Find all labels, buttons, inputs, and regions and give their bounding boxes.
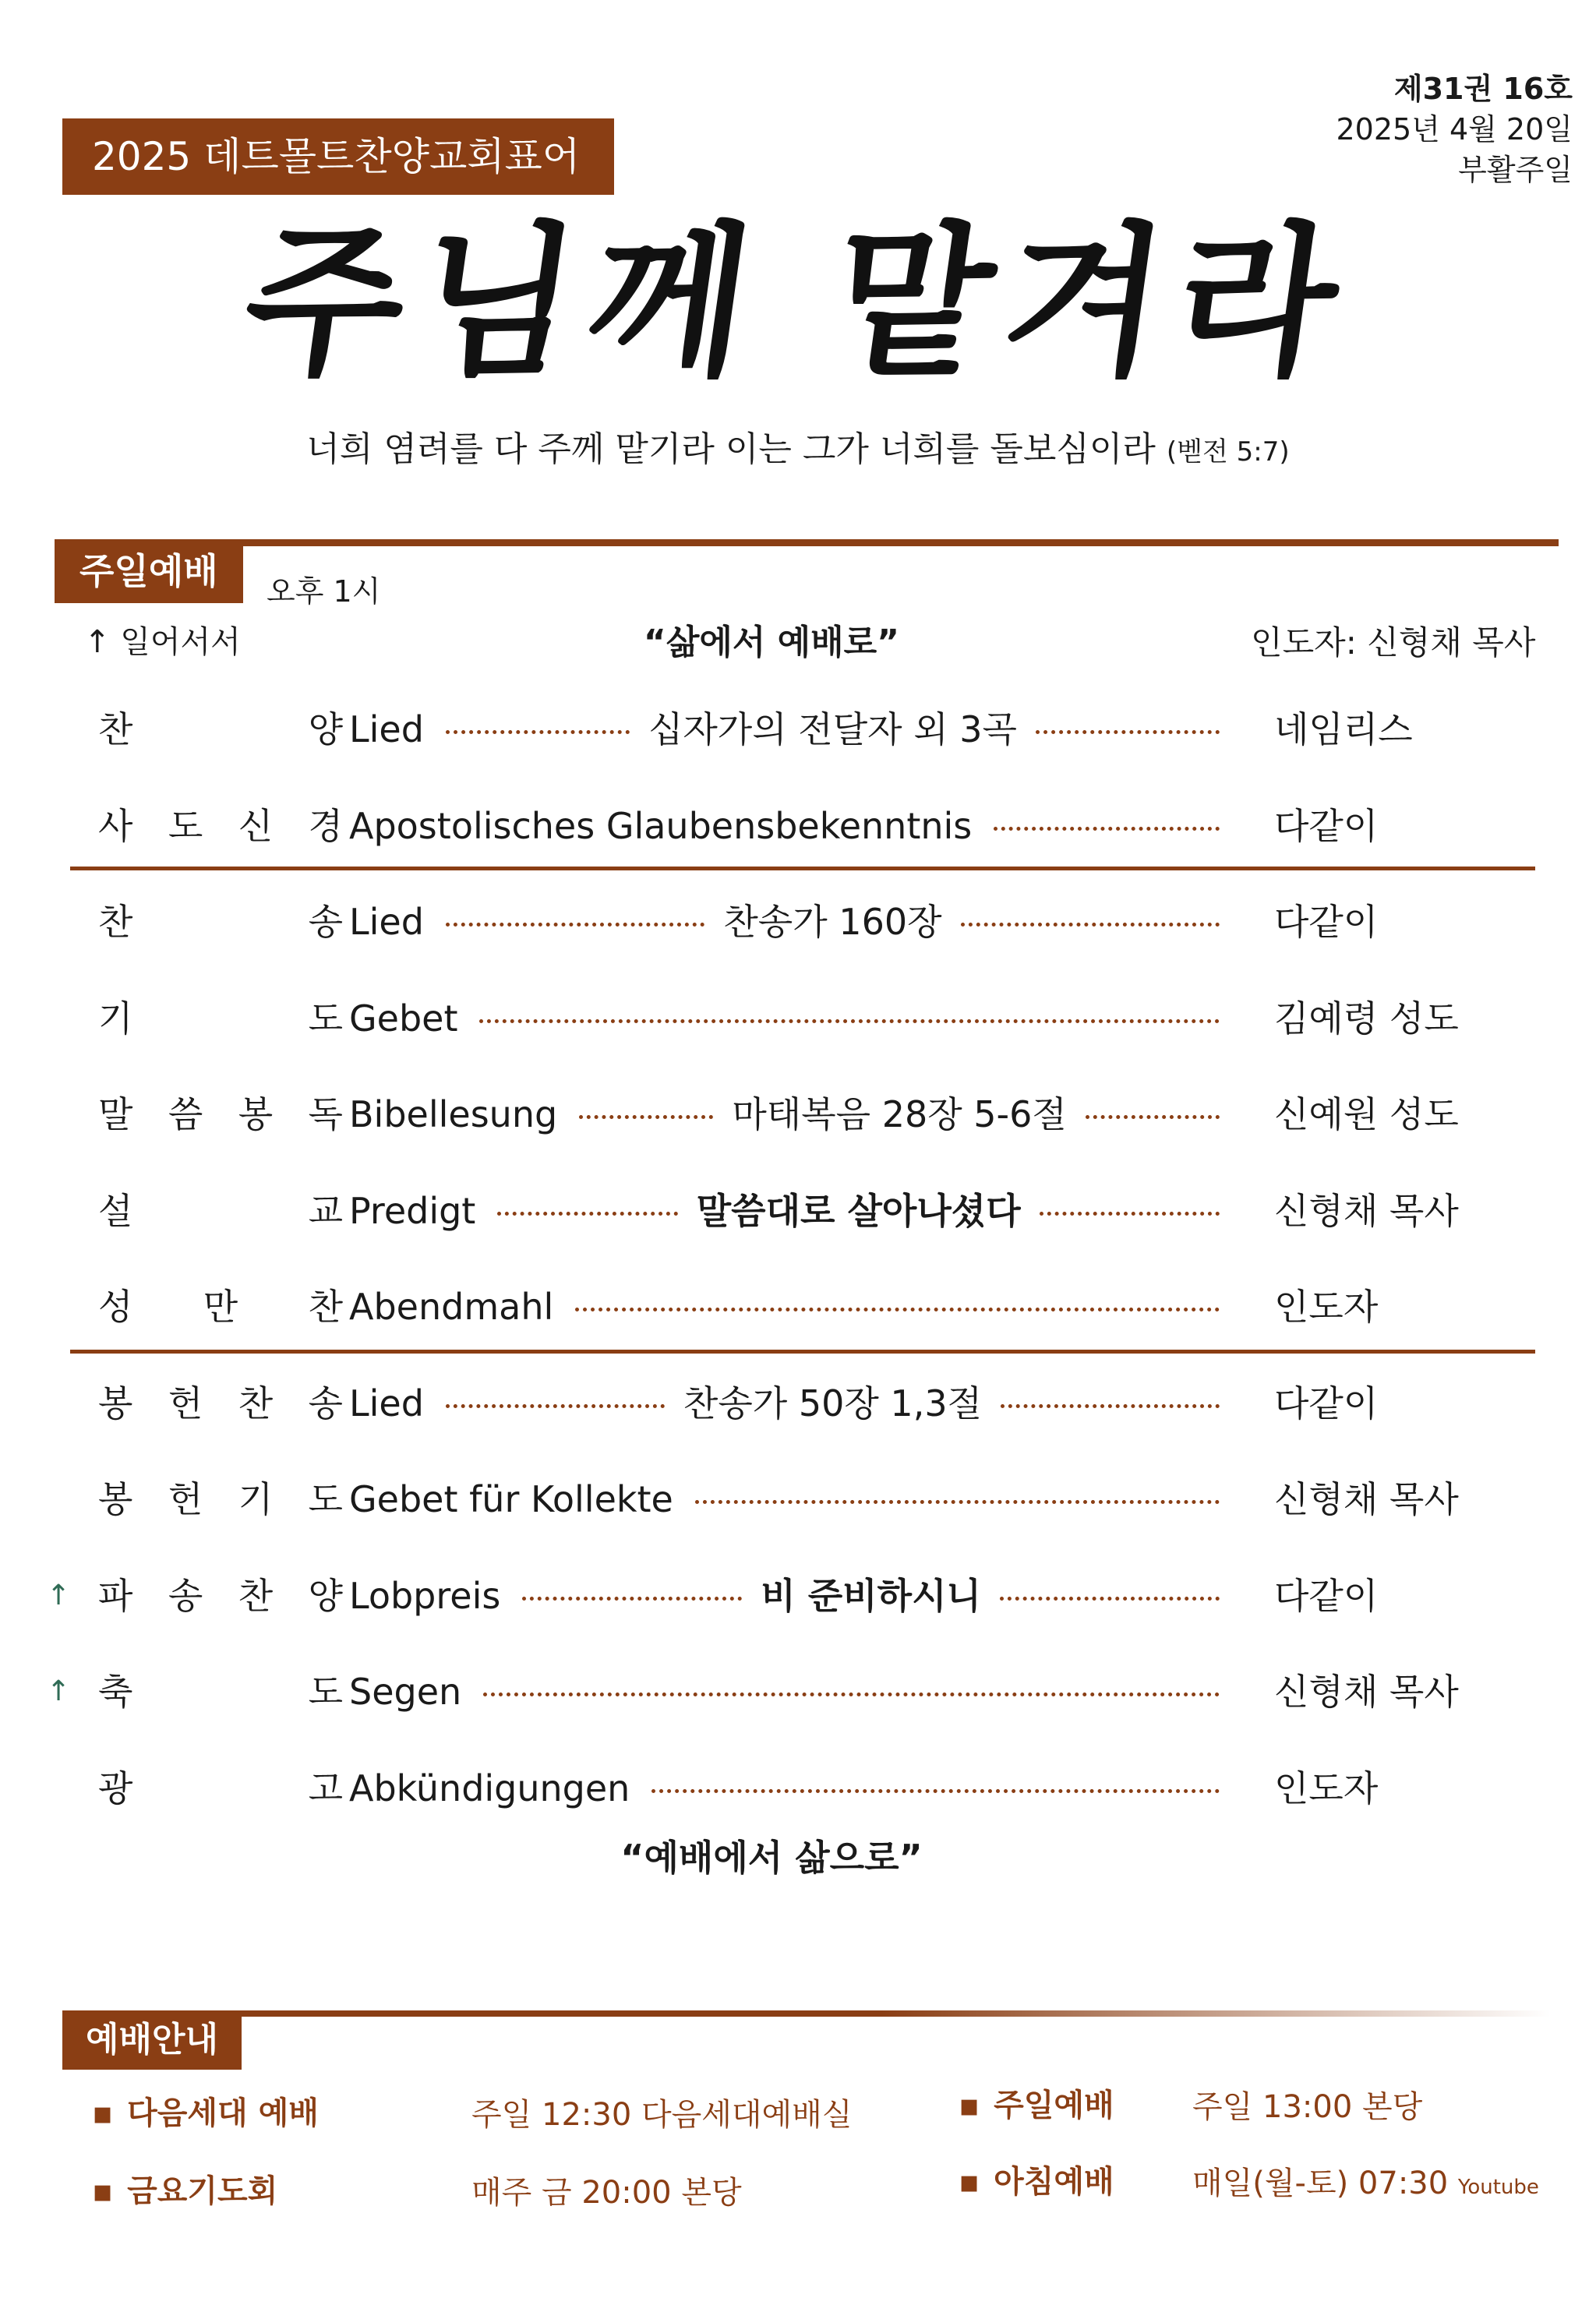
item-korean-name [98, 1645, 343, 1738]
dot-leader [651, 1789, 1220, 1793]
item-korean-name [98, 779, 343, 873]
item-german-name: Abkündigungen [349, 1767, 630, 1809]
item-leader [483, 1645, 1220, 1738]
item-german-name: Gebet für Kollekte [349, 1478, 673, 1520]
dot-leader [1040, 1212, 1220, 1216]
item-korean-char: 축 [98, 1671, 133, 1713]
info-section-tag: 예배안내 [62, 2010, 242, 2070]
dot-leader [446, 1404, 665, 1408]
item-detail: 마태복음 28장 5-6절 [732, 1093, 1067, 1135]
info-section-line [62, 2010, 1551, 2017]
item-german-name: Gebet [349, 997, 458, 1040]
item-korean-char: 독 [308, 1093, 343, 1135]
item-korean-char: 신 [238, 805, 274, 847]
item-performer: 김예령 성도 [1274, 997, 1459, 1040]
item-korean-char: 봉 [98, 1382, 133, 1424]
stand-arrow-icon: ↑ [47, 1675, 71, 1707]
item-korean-name [98, 1164, 343, 1258]
item-korean-char: 찬 [238, 1575, 274, 1617]
item-korean-char: 파 [98, 1575, 133, 1617]
service-item [47, 779, 1551, 873]
service-item [47, 683, 1551, 776]
dot-leader [994, 827, 1220, 831]
service-time: 오후 1시 [267, 574, 381, 609]
item-performer: 다같이 [1274, 805, 1379, 847]
dot-leader [961, 923, 1220, 927]
item-korean-name [98, 1453, 343, 1546]
item-korean-char: 찬 [98, 901, 133, 943]
verse-reference: (벧전 5:7) [1166, 436, 1290, 468]
info-value: 매주 금 20:00 본당 [471, 2175, 742, 2211]
item-leader [479, 972, 1220, 1065]
service-item [47, 1742, 1551, 1835]
item-korean-name [98, 683, 343, 776]
service-item [47, 875, 1551, 969]
item-korean-char: 경 [308, 805, 343, 847]
info-label: ▪ 주일예배 [959, 2081, 1114, 2125]
dot-leader [575, 1308, 1220, 1311]
item-korean-char: 헌 [168, 1382, 203, 1424]
item-detail: 비 준비하시니 [761, 1575, 981, 1617]
closing-motto: “예배에서 삶으로” [620, 1837, 923, 1879]
item-korean-char: 도 [308, 1478, 343, 1520]
item-korean-char: 송 [308, 901, 343, 943]
item-detail: 말씀대로 살아나셨다 [696, 1190, 1021, 1232]
item-korean-char: 찬 [238, 1382, 274, 1424]
item-leader [695, 1453, 1220, 1546]
item-korean-char: 송 [308, 1382, 343, 1424]
item-performer: 인도자 [1274, 1286, 1379, 1328]
item-performer: 인도자 [1274, 1767, 1379, 1809]
info-value: 주일 12:30 다음세대예배실 [471, 2097, 853, 2133]
item-german-name: Lied [349, 708, 424, 750]
service-section-tag: 주일예배 [55, 539, 243, 603]
bible-verse [0, 421, 1596, 471]
service-item [47, 1549, 1551, 1643]
item-korean-char: 씀 [168, 1093, 203, 1135]
item-korean-name [98, 1549, 343, 1643]
item-german-name: Abendmahl [349, 1286, 554, 1328]
info-label: ▪ 금요기도회 [92, 2166, 277, 2211]
youtube-note: Youtube [1457, 2176, 1539, 2199]
item-performer: 다같이 [1274, 1575, 1379, 1617]
service-item [47, 1453, 1551, 1546]
item-korean-char: 도 [308, 997, 343, 1040]
service-motto: “삶에서 예배로” [643, 623, 900, 662]
item-korean-name [98, 1742, 343, 1835]
stand-arrow-icon: ↑ [47, 1580, 71, 1611]
service-item [47, 972, 1551, 1065]
item-korean-char: 양 [308, 1575, 343, 1617]
item-german-name: Lied [349, 901, 424, 943]
item-german-name: Lied [349, 1382, 424, 1424]
item-korean-name [98, 1357, 343, 1450]
dot-leader [1001, 1404, 1220, 1408]
item-korean-char: 송 [168, 1575, 203, 1617]
service-item [47, 1645, 1551, 1738]
item-leader [651, 1742, 1220, 1835]
motto-banner: 2025 데트몰트찬양교회표어 [62, 118, 614, 195]
dot-leader [522, 1597, 742, 1601]
service-item [47, 1068, 1551, 1161]
dot-leader [483, 1693, 1220, 1696]
dot-leader [446, 730, 630, 734]
item-german-name: Segen [349, 1671, 462, 1713]
item-performer: 네임리스 [1274, 708, 1413, 750]
item-korean-char: 봉 [98, 1478, 133, 1520]
item-korean-name [98, 1068, 343, 1161]
item-korean-char: 기 [238, 1478, 274, 1520]
verse-text: 너희 염려를 다 주께 맡기라 이는 그가 너희를 돌보심이라 [306, 429, 1156, 469]
page-title: 주님께 맡겨라 [232, 206, 1364, 398]
info-value-text: 매일(월-토) 07:30 [1192, 2166, 1449, 2201]
dot-leader [446, 923, 704, 927]
item-performer: 신형채 목사 [1274, 1671, 1459, 1713]
service-leader: 인도자: 신형채 목사 [1251, 623, 1536, 662]
item-korean-char: 봉 [238, 1093, 274, 1135]
item-korean-char: 찬 [308, 1286, 343, 1328]
item-korean-char: 사 [98, 805, 133, 847]
dot-leader [1036, 730, 1220, 734]
item-german-name: Bibellesung [349, 1093, 558, 1135]
dot-leader [1000, 1597, 1220, 1601]
item-korean-name [98, 875, 343, 969]
service-item [47, 1164, 1551, 1258]
item-performer: 다같이 [1274, 1382, 1379, 1424]
dot-leader [497, 1212, 677, 1216]
item-leader [446, 683, 1220, 776]
item-leader [575, 1260, 1220, 1354]
item-performer: 신형채 목사 [1274, 1478, 1459, 1520]
item-german-name: Lobpreis [349, 1575, 501, 1617]
service-section-line [55, 539, 1559, 546]
item-korean-char: 만 [203, 1286, 238, 1328]
info-value [1192, 2082, 1422, 2127]
issue-meta [1336, 69, 1573, 190]
item-korean-char: 광 [98, 1767, 133, 1809]
item-korean-char: 교 [308, 1190, 343, 1232]
divider [70, 1350, 1535, 1354]
stand-note: ↑ 일어서서 [84, 624, 241, 660]
dot-leader [579, 1115, 713, 1119]
item-leader [446, 1357, 1220, 1450]
service-item [47, 1260, 1551, 1354]
issue-date: 2025년 4월 20일 [1336, 112, 1573, 146]
issue-number: 제31권 16호 [1393, 72, 1573, 106]
item-korean-name [98, 972, 343, 1065]
item-german-name: Apostolisches Glaubensbekenntnis [349, 805, 973, 847]
dot-leader [695, 1500, 1220, 1504]
item-performer: 신예원 성도 [1274, 1093, 1459, 1135]
info-value [1192, 2159, 1539, 2203]
item-korean-char: 도 [168, 805, 203, 847]
item-korean-char: 설 [98, 1190, 133, 1232]
item-leader [446, 875, 1220, 969]
item-korean-char: 말 [98, 1093, 133, 1135]
dot-leader [1086, 1115, 1220, 1119]
item-korean-char: 기 [98, 997, 133, 1040]
item-leader [497, 1164, 1220, 1258]
item-detail: 찬송가 50장 1,3절 [683, 1382, 983, 1424]
item-korean-char: 찬 [98, 708, 133, 750]
item-leader [579, 1068, 1220, 1161]
item-performer: 다같이 [1274, 901, 1379, 943]
issue-day: 부활주일 [1458, 153, 1573, 187]
item-leader [522, 1549, 1220, 1643]
item-detail: 찬송가 160장 [723, 901, 942, 943]
item-korean-char: 성 [98, 1286, 133, 1328]
item-detail: 십자가의 전달자 외 3곡 [648, 708, 1017, 750]
item-korean-char: 도 [308, 1671, 343, 1713]
item-korean-name [98, 1260, 343, 1354]
item-german-name: Predigt [349, 1190, 476, 1232]
item-performer: 신형채 목사 [1274, 1190, 1459, 1232]
info-label: ▪ 아침예배 [959, 2157, 1114, 2201]
item-korean-char: 고 [308, 1767, 343, 1809]
service-item [47, 1357, 1551, 1450]
item-leader [994, 779, 1220, 873]
item-korean-char: 양 [308, 708, 343, 750]
info-value-text: 주일 13:00 본당 [1192, 2089, 1423, 2125]
info-label: ▪ 다음세대 예배 [92, 2088, 319, 2133]
item-korean-char: 헌 [168, 1478, 203, 1520]
dot-leader [479, 1019, 1220, 1023]
divider [70, 867, 1535, 870]
